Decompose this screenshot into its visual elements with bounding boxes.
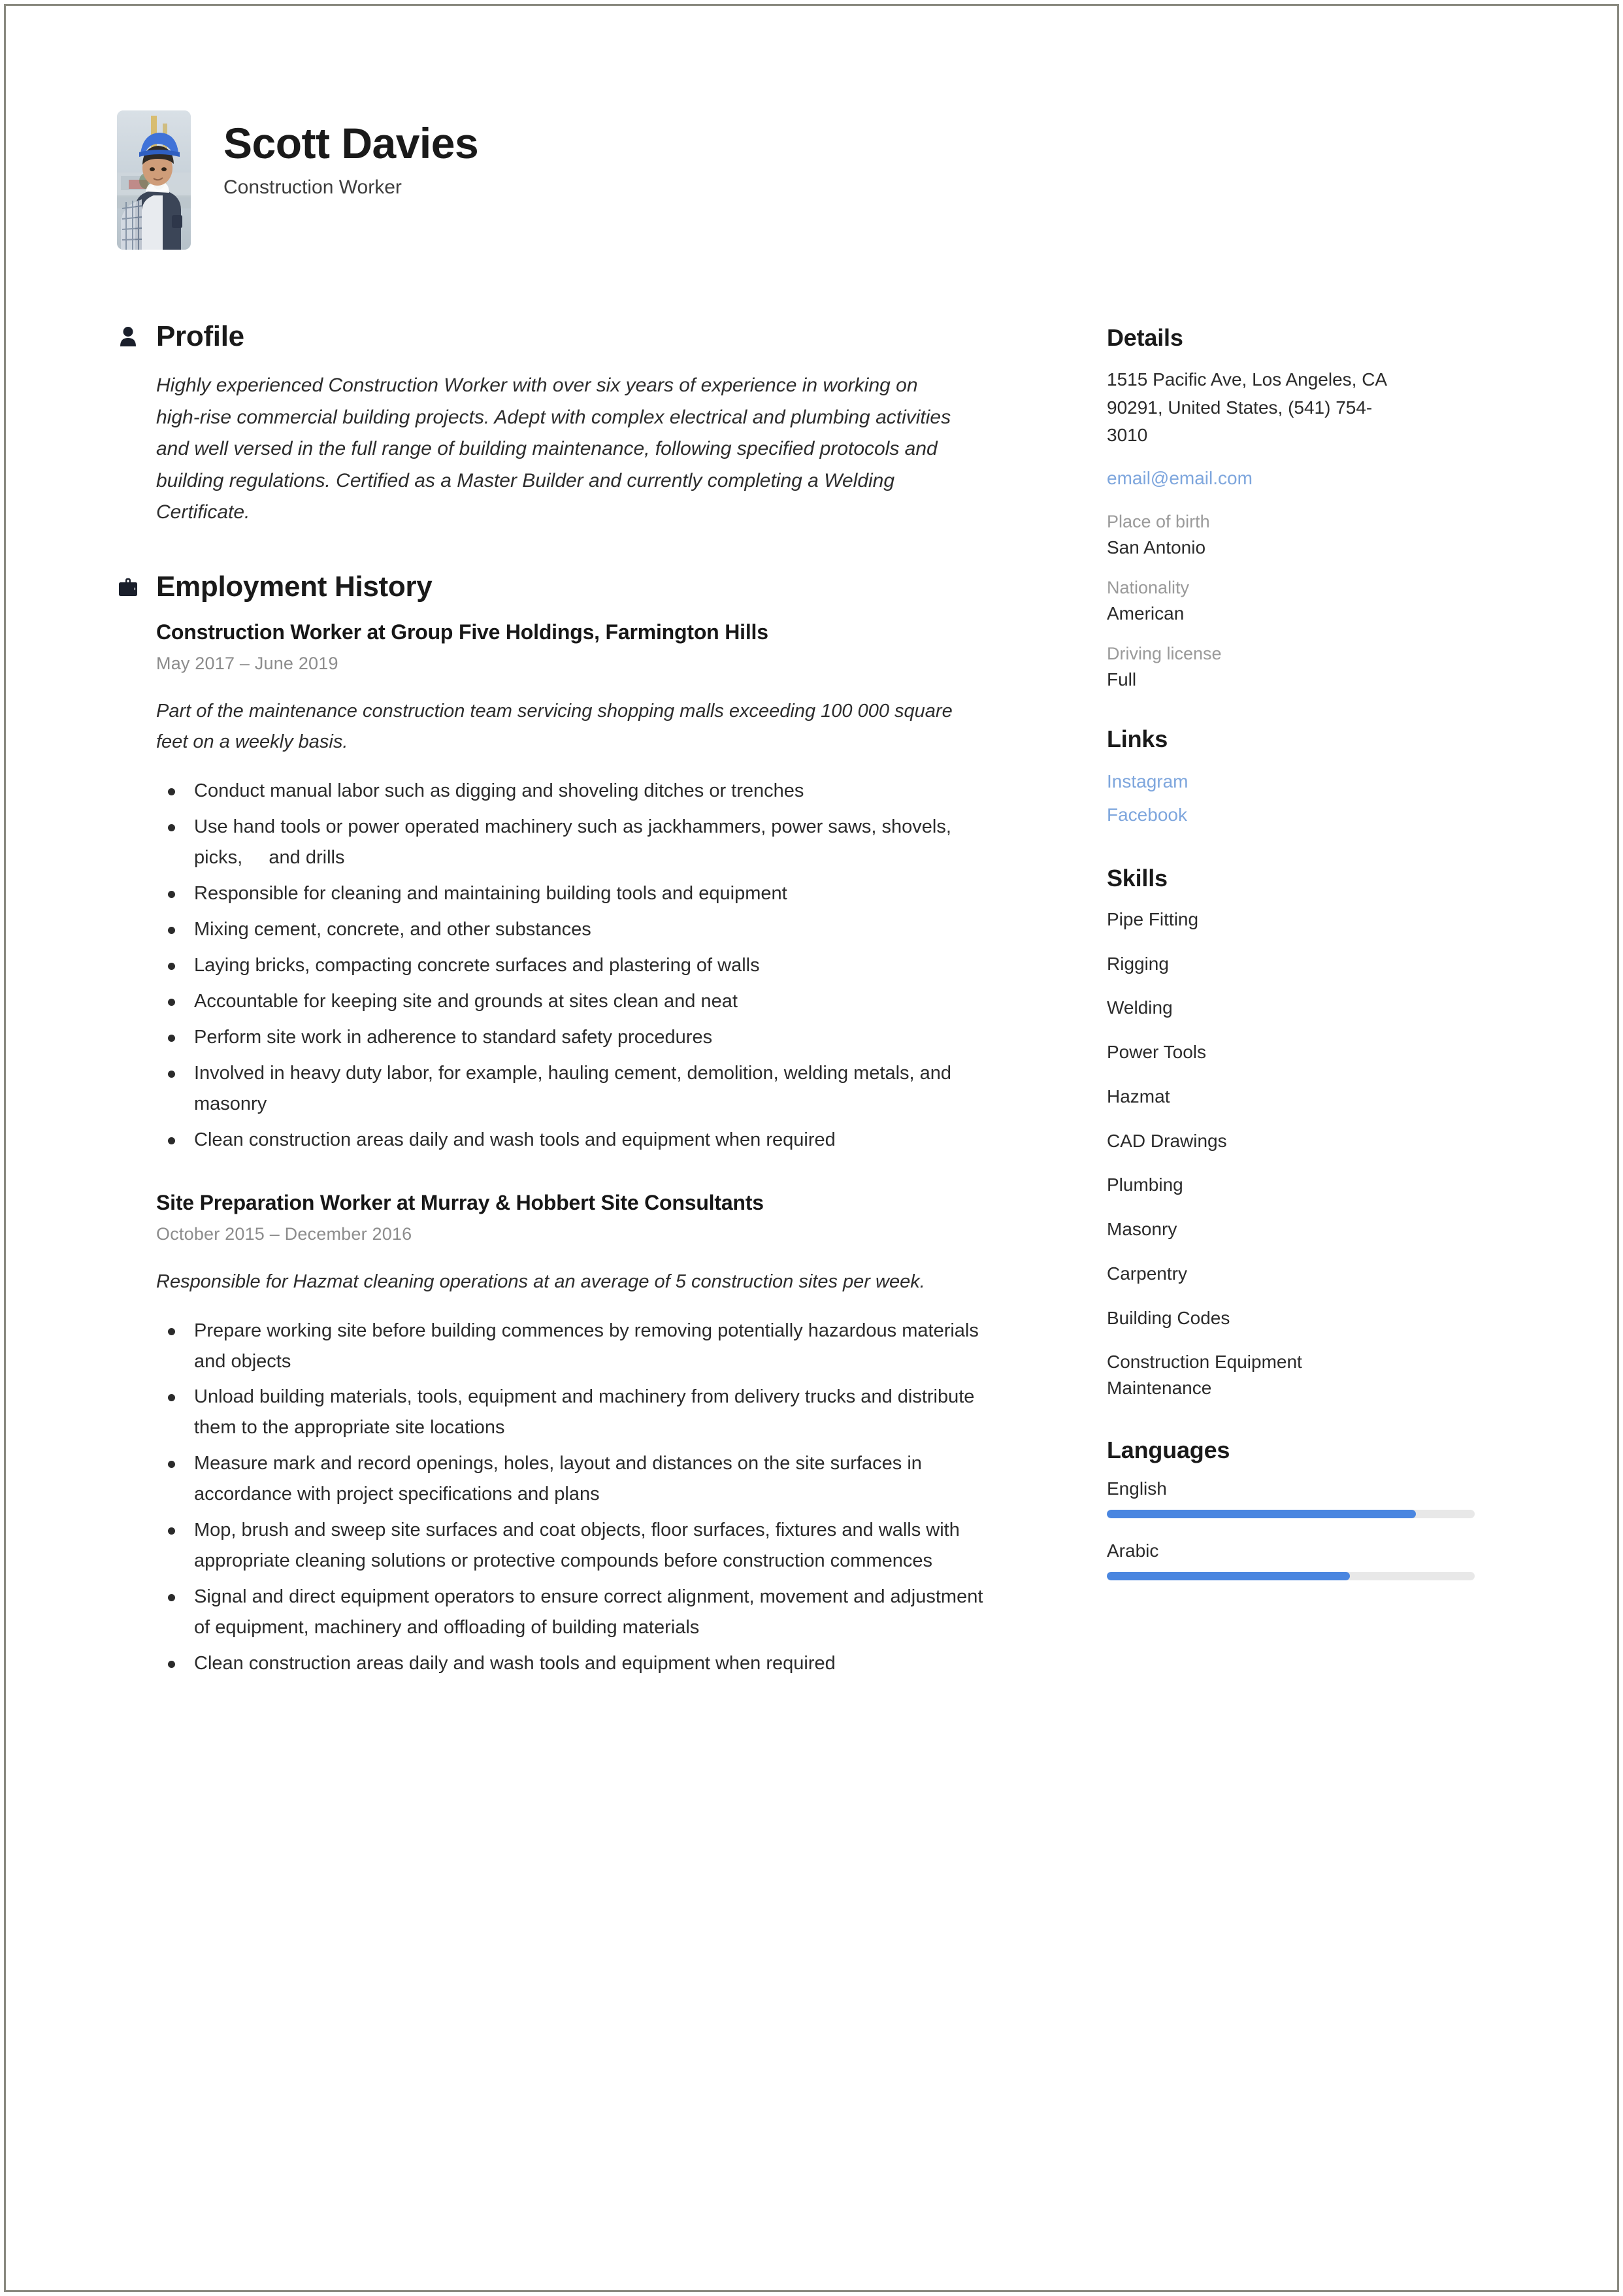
main-column xyxy=(117,320,1028,1721)
instagram-link[interactable]: Instagram xyxy=(1107,771,1189,792)
skills-section xyxy=(1107,865,1401,1401)
nationality-value: American xyxy=(1107,603,1185,624)
links-heading: Links xyxy=(1107,725,1168,753)
sidebar-column xyxy=(1028,320,1401,1616)
profile-heading: Profile xyxy=(156,320,244,352)
list-item: Rigging xyxy=(1107,953,1169,974)
job-entry xyxy=(156,1191,1028,1680)
skills-heading: Skills xyxy=(1107,864,1168,891)
list-item: Responsible for cleaning and maintaining building tools and equipment xyxy=(156,878,996,909)
language-name: Arabic xyxy=(1107,1540,1159,1561)
employment-section xyxy=(117,571,1028,1679)
profile-section xyxy=(117,320,1028,529)
job-bullet-list xyxy=(156,776,1028,1156)
job-bullet-list xyxy=(156,1316,1028,1680)
list-item: Perform site work in adherence to standard safety procedures xyxy=(156,1022,996,1053)
list-item: Laying bricks, compacting concrete surfaces and plastering of walls xyxy=(156,950,996,981)
job-description: Part of the maintenance construction team servicing shopping malls exceeding 100 000 square feet on a weekly basis. xyxy=(156,700,953,752)
list-item: Pipe Fitting xyxy=(1107,908,1199,929)
list-item: Involved in heavy duty labor, for example, hauling cement, demolition, welding metals, and masonry xyxy=(156,1058,996,1120)
place-of-birth-label: Place of birth xyxy=(1107,512,1210,532)
job-title: Site Preparation Worker at Murray & Hobbert Site Consultants xyxy=(156,1190,764,1214)
language-level-fill xyxy=(1107,1572,1350,1580)
links-section xyxy=(1107,725,1401,829)
job-dates: May 2017 – June 2019 xyxy=(156,653,338,673)
briefcase-icon xyxy=(117,573,139,601)
details-section xyxy=(1107,324,1401,690)
job-title: Construction Worker at Group Five Holdings, Farmington Hills xyxy=(156,620,768,644)
avatar-photo xyxy=(117,110,191,250)
address-text: 1515 Pacific Ave, Los Angeles, CA 90291, United States, (541) 754-3010 xyxy=(1107,369,1386,446)
driving-license-value: Full xyxy=(1107,669,1137,690)
list-item: Construction Equipment Maintenance xyxy=(1107,1352,1302,1399)
email-link[interactable]: email@email.com xyxy=(1107,467,1253,488)
employment-heading: Employment History xyxy=(156,570,433,603)
list-item: Plumbing xyxy=(1107,1174,1183,1195)
place-of-birth-value: San Antonio xyxy=(1107,537,1206,558)
list-item: Prepare working site before building commences by removing potentially hazardous materials and objects xyxy=(156,1316,996,1377)
languages-section xyxy=(1107,1437,1401,1580)
language-level-fill xyxy=(1107,1510,1416,1518)
list-item: Clean construction areas daily and wash tools and equipment when required xyxy=(156,1648,996,1679)
language-entry xyxy=(1107,1540,1401,1580)
job-dates: October 2015 – December 2016 xyxy=(156,1223,412,1244)
details-heading: Details xyxy=(1107,324,1183,351)
languages-heading: Languages xyxy=(1107,1436,1230,1463)
list-item: Conduct manual labor such as digging and shoveling ditches or trenches xyxy=(156,776,996,807)
list-item: Measure mark and record openings, holes, layout and distances on the site surfaces in accordance with project specifications and plans xyxy=(156,1448,996,1510)
resume-page xyxy=(4,4,1619,2292)
language-level-track xyxy=(1107,1572,1475,1580)
list-item: Carpentry xyxy=(1107,1263,1187,1284)
list-item: Signal and direct equipment operators to ensure correct alignment, movement and adjustment of equipment, machinery and offloading of building materials xyxy=(156,1582,996,1643)
list-item: Building Codes xyxy=(1107,1307,1230,1328)
list-item: Welding xyxy=(1107,997,1173,1018)
job-description: Responsible for Hazmat cleaning operations at an average of 5 construction sites per week. xyxy=(156,1271,925,1292)
facebook-link[interactable]: Facebook xyxy=(1107,805,1187,825)
list-item: CAD Drawings xyxy=(1107,1130,1227,1151)
list-item: Power Tools xyxy=(1107,1042,1207,1063)
list-item: Mop, brush and sweep site surfaces and coat objects, floor surfaces, fixtures and walls with appropriate cleaning solutions or protective compounds before construction commences xyxy=(156,1515,996,1576)
list-item: Clean construction areas daily and wash tools and equipment when required xyxy=(156,1125,996,1156)
person-job-title: Construction Worker xyxy=(223,176,402,199)
language-level-track xyxy=(1107,1510,1475,1518)
driving-license-label: Driving license xyxy=(1107,644,1222,664)
language-name: English xyxy=(1107,1478,1167,1499)
language-entry xyxy=(1107,1478,1401,1518)
nationality-label: Nationality xyxy=(1107,578,1190,598)
list-item: Mixing cement, concrete, and other substances xyxy=(156,914,996,945)
resume-header xyxy=(117,110,1506,250)
job-entry xyxy=(156,620,1028,1156)
person-icon xyxy=(117,323,139,350)
list-item: Accountable for keeping site and grounds at sites clean and neat xyxy=(156,986,996,1017)
profile-text: Highly experienced Construction Worker with over six years of experience in working on high-rise commercial building projects. Adept with complex electrical and plumbing activities and well versed in the full range of building maintenance, following specified protocols and building regulations. Certified as a Master Builder and currently completing a Welding Certificate. xyxy=(156,374,951,524)
list-item: Masonry xyxy=(1107,1219,1177,1240)
list-item: Use hand tools or power operated machinery such as jackhammers, power saws, shovels, picks, and drills xyxy=(156,812,996,873)
list-item: Unload building materials, tools, equipment and machinery from delivery trucks and distribute them to the appropriate site locations xyxy=(156,1382,996,1443)
page-title: Scott Davies xyxy=(223,119,479,167)
list-item: Hazmat xyxy=(1107,1086,1170,1106)
avatar xyxy=(117,110,191,250)
